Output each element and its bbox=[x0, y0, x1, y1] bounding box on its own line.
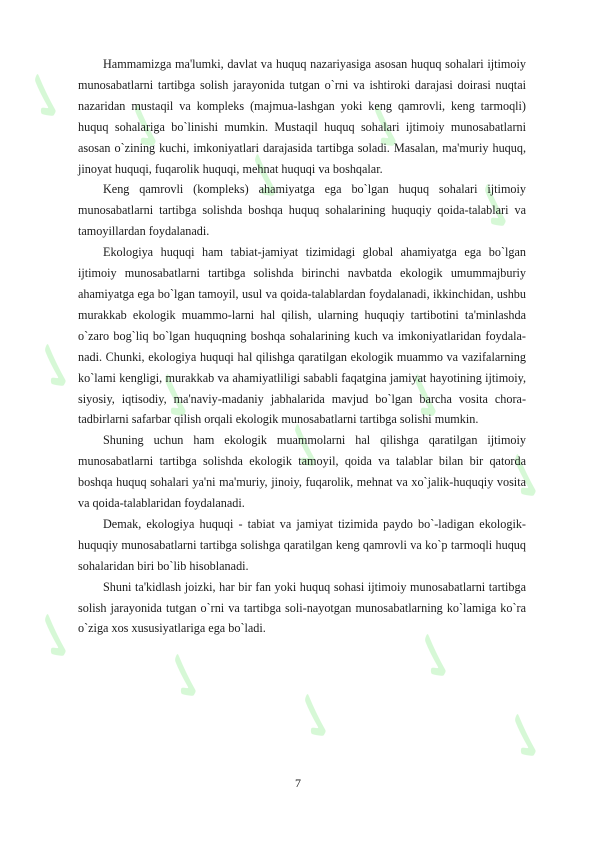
watermark-check-icon: ✓ bbox=[391, 615, 483, 699]
page-number: 7 bbox=[295, 776, 301, 790]
watermark-check-icon: ✓ bbox=[141, 635, 233, 719]
paragraph: Hammamizga ma'lumki, davlat va huquq nazariyasiga asosan huquq sohalari ijtimoiy munosabatlarni tartibga solish jarayonida tutgan o`rni va ishtiroki darajasi doirasi nuqtai nazaridan mustaqil va kompleks (majmua-lashgan yoki keng qamrovli, keng tarmoqli) huquq sohalariga bo`linishi mumkin. Mustaqil huquq sohalari ijtimoiy munosabatlarni asosan o`zining kuchi, imkoniyatlari darajasida tartibga soladi. Masalan, ma'muriy huquq, jinoyat huquqi, fuqarolik huquqi, mehnat huquqi va boshqalar. bbox=[78, 57, 526, 176]
paragraph: Keng qamrovli (kompleks) ahamiyatga ega bo`lgan huquq sohalari ijtimoiy munosabatlarni tartibga solishda boshqa huquq sohalarining huquqiy qoida-talablari va tamoyillardan foydalanadi. bbox=[78, 182, 526, 239]
watermark-check-icon: ✓ bbox=[221, 135, 313, 219]
paragraph: Shuni ta'kidlash joizki, har bir fan yoki huquq sohasi ijtimoiy munosabatlarni tartibga solish jarayonida tutgan o`rni va tartibga soli-nayotgan munosabatlarning ko`lamiga ko`ra o`ziga xos xususiyatlariga ega bo`ladi. bbox=[78, 579, 526, 636]
watermark-check-icon: ✓ bbox=[101, 85, 193, 169]
watermark-check-icon: ✓ bbox=[11, 325, 103, 409]
watermark-check-icon: ✓ bbox=[131, 355, 223, 439]
watermark-check-icon: ✓ bbox=[11, 595, 103, 679]
watermark-check-icon: ✓ bbox=[341, 85, 433, 169]
watermark-check-icon: ✓ bbox=[261, 405, 353, 489]
paragraph: Shuning uchun ham ekologik muammolarni hal qilishga qaratilgan ijtimoiy munosabatlarni tartibga solishda ekologik tamoyil, qoida va talablar bilan bir qatorda boshqa huquq sohalari ya'ni ma'muriy, jinoiy, fuqarolik, mehnat va xo`jalik-huquqiy vosita va qoida-talablaridan foydalanadi. bbox=[78, 433, 526, 511]
watermark-check-icon: ✓ bbox=[451, 165, 543, 249]
watermark-check-icon: ✓ bbox=[381, 355, 473, 439]
watermark-check-icon: ✓ bbox=[481, 435, 573, 519]
watermark-check-icon: ✓ bbox=[271, 675, 363, 759]
paragraph: Demak, ekologiya huquqi - tabiat va jamiyat tizimida paydo bo`-ladigan ekologik-huquqiy munosabatlarni tartibga solishga qaratilgan keng qamrovli va ko`p tarmoqli huquq sohalaridan biri bo`lib hisoblanadi. bbox=[78, 516, 526, 573]
document-body bbox=[78, 54, 526, 639]
watermark-check-icon: ✓ bbox=[1, 55, 93, 139]
watermark-check-icon: ✓ bbox=[481, 695, 573, 779]
paragraph: Ekologiya huquqi ham tabiat-jamiyat tizimidagi global ahamiyatga ega bo`lgan ijtimoiy munosabatlarni tartibga solishda birinchi navbatda ekologik umummajburiy ahamiyatga ega bo`lgan tamoyil, usul va qoida-talablardan foydalanadi, ikkinchidan, ushbu murakkab ekologik muammo-larni hal qilish, ularning huquqiy tartibotini ta'minlashda o`zaro bog`liq bo`lgan huquqning boshqa sohalarining kuch va imkoniyatlaridan foydala-nadi. Chunki, ekologiya huquqi hal qilishga qaratilgan ekologik muammo va vazifalarning ko`lami kengligi, murakkab va ahamiyatliligi sababli faqatgina jamiyat hayotining ijtimoiy, siyosiy, iqtisodiy, ma'naviy-madaniy jabhalarida mavjud bo`lgan barcha vosita chora-tadbirlarni safarbar qilish orqali ekologik munosabatlarni tartibga solishi mumkin. bbox=[78, 245, 526, 427]
